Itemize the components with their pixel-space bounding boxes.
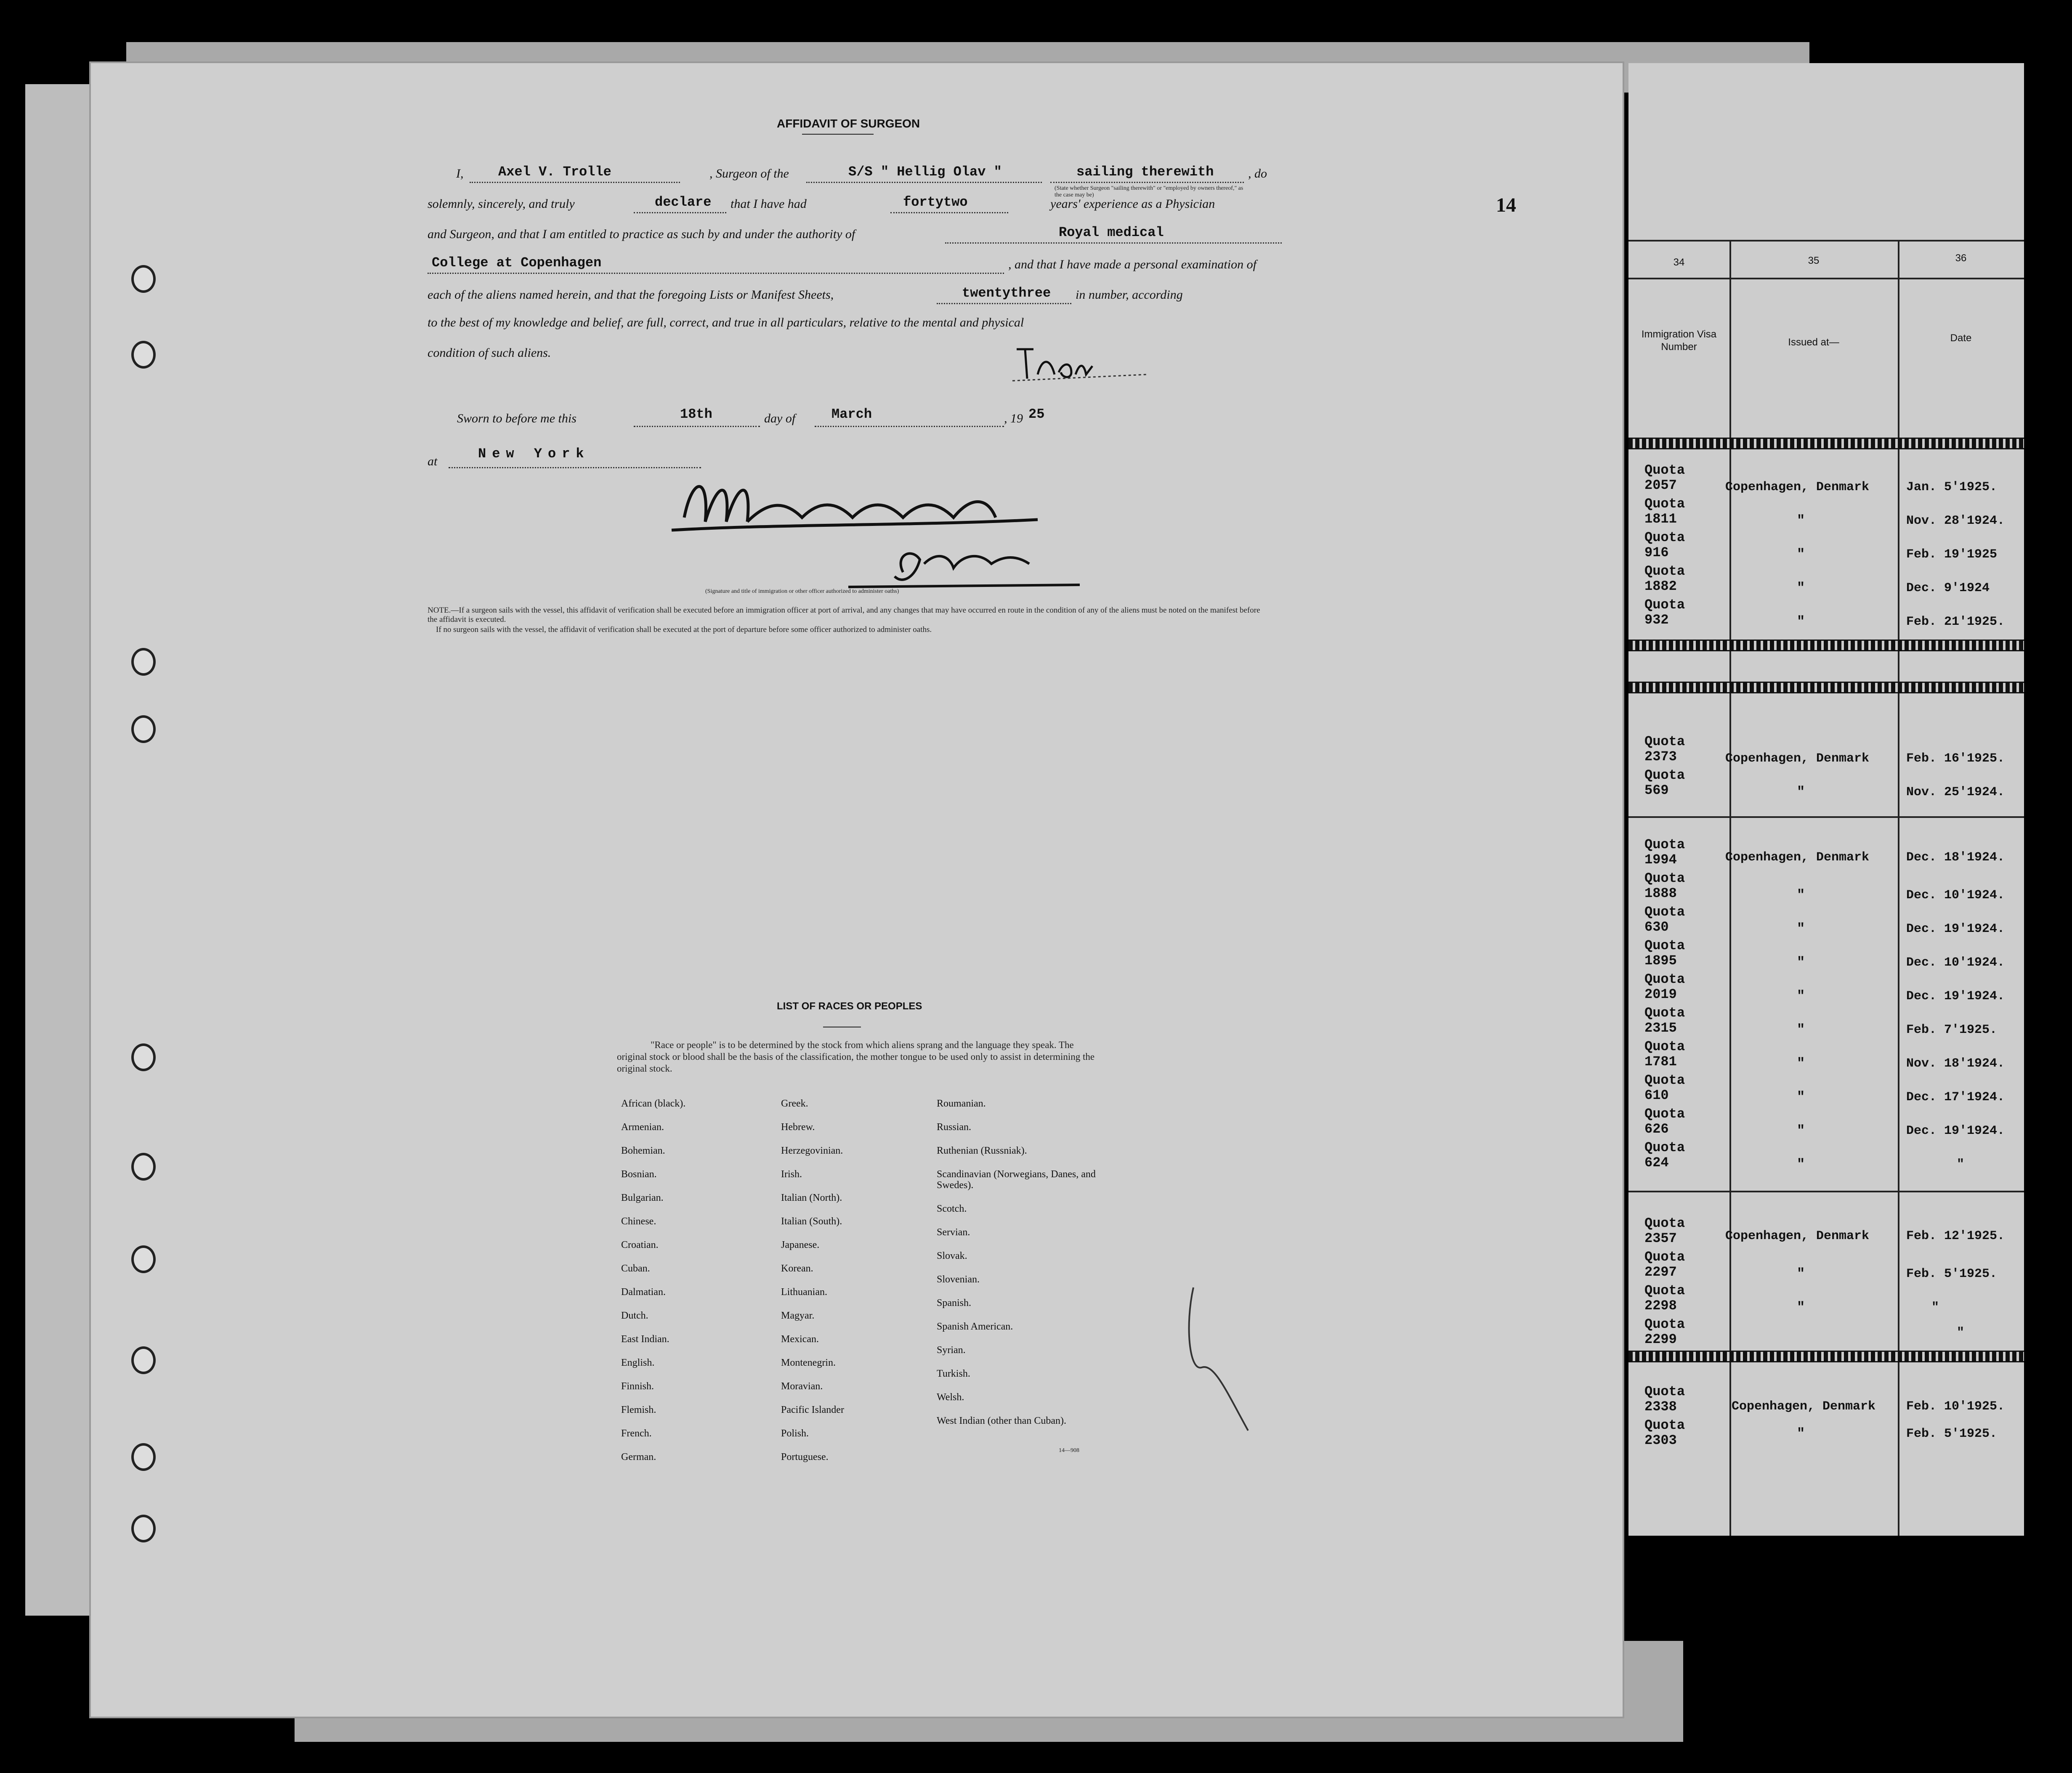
visa-date: Dec. 9'1924 bbox=[1906, 581, 1990, 595]
issued-at: " bbox=[1797, 1022, 1805, 1038]
race-item: Turkish. bbox=[937, 1368, 970, 1379]
issued-at: " bbox=[1797, 1089, 1805, 1105]
knowledge-label: to the best of my knowledge and belief, are full, correct, and true in all particulars, relative to the mental and physical bbox=[428, 316, 1024, 329]
visa-number: Quota 2299 bbox=[1644, 1316, 1685, 1347]
visa-number: Quota 610 bbox=[1644, 1072, 1685, 1103]
group-separator bbox=[1628, 816, 2024, 818]
sworn-label: Sworn to before me this bbox=[457, 411, 576, 425]
race-item: Greek. bbox=[781, 1098, 808, 1109]
race-item: Lithuanian. bbox=[781, 1287, 827, 1298]
affidavit-title: AFFIDAVIT OF SURGEON bbox=[777, 117, 920, 130]
visa-number: Quota 1882 bbox=[1644, 563, 1685, 594]
day-of-label: day of bbox=[764, 411, 796, 425]
group-band bbox=[1628, 438, 2024, 449]
binder-hole bbox=[131, 341, 156, 369]
visa-date: Dec. 19'1924. bbox=[1906, 989, 2005, 1003]
manifest-col-sep-1 bbox=[1729, 240, 1731, 1536]
race-item: Japanese. bbox=[781, 1240, 820, 1250]
race-item: Dutch. bbox=[621, 1310, 648, 1321]
race-item: Pacific Islander bbox=[781, 1404, 844, 1415]
at-label: at bbox=[428, 454, 438, 468]
binder-hole bbox=[131, 1043, 156, 1071]
visa-number: Quota 2298 bbox=[1644, 1283, 1685, 1314]
ship-name: S/S " Hellig Olav " bbox=[848, 164, 1002, 180]
affidavit-i-label: I, bbox=[456, 167, 464, 180]
authority-continued-line bbox=[428, 273, 1004, 274]
race-item: African (black). bbox=[621, 1098, 686, 1109]
condition-label: condition of such aliens. bbox=[428, 346, 551, 360]
race-item: Polish. bbox=[781, 1428, 809, 1439]
visa-date: Feb. 21'1925. bbox=[1906, 615, 2005, 629]
manifest-col-sep-2 bbox=[1898, 240, 1899, 1536]
foregoing-lists-label: each of the aliens named herein, and that the foregoing Lists or Manifest Sheets, bbox=[428, 288, 834, 302]
race-item: Croatian. bbox=[621, 1240, 659, 1250]
issued-at: " bbox=[1797, 547, 1805, 562]
issued-at: " bbox=[1797, 580, 1805, 596]
race-item: Italian (North). bbox=[781, 1192, 842, 1203]
visa-date: Feb. 19'1925 bbox=[1906, 547, 1998, 562]
race-item: Syrian. bbox=[937, 1345, 966, 1356]
surgeon-signature bbox=[1008, 332, 1151, 387]
document-number: 14 bbox=[1496, 194, 1516, 216]
visa-number: Quota 2019 bbox=[1644, 971, 1685, 1002]
group-band bbox=[1628, 640, 2024, 651]
issued-at: Copenhagen, Denmark bbox=[1725, 480, 1870, 494]
surgeon-of-label: , Surgeon of the bbox=[709, 167, 789, 180]
visa-date: Dec. 10'1924. bbox=[1906, 956, 2005, 970]
sworn-day-line bbox=[634, 426, 760, 427]
sworn-month-line bbox=[815, 426, 1004, 427]
visa-number: Quota 2357 bbox=[1644, 1216, 1685, 1246]
surgeon-status-line bbox=[1050, 182, 1244, 183]
col-35-number: 35 bbox=[1808, 255, 1820, 266]
sworn-day: 18th bbox=[680, 406, 712, 422]
declare-line bbox=[634, 212, 726, 213]
issued-at: Copenhagen, Denmark bbox=[1725, 1229, 1870, 1243]
race-item: Chinese. bbox=[621, 1216, 656, 1227]
issued-at: " bbox=[1797, 513, 1805, 528]
race-item: Spanish American. bbox=[937, 1321, 1013, 1332]
manifest-strip bbox=[1628, 63, 2024, 1536]
manifest-header-top bbox=[1628, 240, 2024, 242]
race-item: Herzegovinian. bbox=[781, 1145, 843, 1156]
visa-number: Quota 916 bbox=[1644, 530, 1685, 560]
issued-at: " bbox=[1797, 955, 1805, 970]
visa-date: Feb. 7'1925. bbox=[1906, 1023, 1998, 1037]
race-item: Armenian. bbox=[621, 1122, 664, 1133]
visa-date: Feb. 12'1925. bbox=[1906, 1229, 2005, 1243]
group-band bbox=[1628, 682, 2024, 693]
manifest-header-sep bbox=[1628, 278, 2024, 279]
issued-at: " bbox=[1797, 614, 1805, 629]
race-item: Servian. bbox=[937, 1227, 970, 1238]
visa-number: Quota 626 bbox=[1644, 1106, 1685, 1137]
status-note: (State whether Surgeon "sailing therewith" or "employed by owners thereof," as the case may be) bbox=[1055, 185, 1243, 198]
visa-number: Quota 932 bbox=[1644, 597, 1685, 628]
visa-number: Quota 569 bbox=[1644, 767, 1685, 798]
affidavit-page bbox=[91, 63, 1623, 1717]
visa-date: Nov. 28'1924. bbox=[1906, 514, 2005, 528]
issued-at: " bbox=[1797, 784, 1805, 800]
visa-number: Quota 630 bbox=[1644, 904, 1685, 935]
binder-hole bbox=[131, 1443, 156, 1471]
binder-hole bbox=[131, 1346, 156, 1374]
have-had-label: that I have had bbox=[731, 197, 807, 211]
race-item: Hebrew. bbox=[781, 1122, 815, 1133]
race-item: German. bbox=[621, 1452, 656, 1462]
binder-hole bbox=[131, 715, 156, 743]
visa-date: Feb. 16'1925. bbox=[1906, 751, 2005, 766]
issued-at: " bbox=[1797, 1157, 1805, 1172]
visa-number: Quota 2315 bbox=[1644, 1005, 1685, 1036]
race-item: Portuguese. bbox=[781, 1452, 829, 1462]
binder-hole bbox=[131, 648, 156, 676]
visa-number: Quota 624 bbox=[1644, 1140, 1685, 1170]
binder-hole bbox=[131, 1153, 156, 1181]
race-item: Slovenian. bbox=[937, 1274, 980, 1285]
declare-verb: declare bbox=[655, 194, 712, 210]
visa-date: Dec. 19'1924. bbox=[1906, 922, 2005, 936]
issued-at: Copenhagen, Denmark bbox=[1725, 850, 1870, 865]
race-item: Bosnian. bbox=[621, 1169, 657, 1180]
race-item: Spanish. bbox=[937, 1298, 972, 1309]
solemnly-label: solemnly, sincerely, and truly bbox=[428, 197, 575, 211]
in-number-label: in number, according bbox=[1076, 288, 1183, 302]
issued-at: Copenhagen, Denmark bbox=[1725, 751, 1870, 766]
visa-date: " bbox=[1931, 1301, 1939, 1315]
race-item: French. bbox=[621, 1428, 652, 1439]
visa-date: Jan. 5'1925. bbox=[1906, 480, 1998, 494]
visa-number: Quota 2297 bbox=[1644, 1249, 1685, 1280]
visa-date: Feb. 5'1925. bbox=[1906, 1427, 1998, 1441]
year-prefix: , 19 bbox=[1004, 411, 1023, 425]
ship-name-line bbox=[806, 182, 1042, 183]
visa-date: Dec. 19'1924. bbox=[1906, 1124, 2005, 1138]
pen-mark bbox=[1185, 1275, 1252, 1443]
visa-number: Quota 2373 bbox=[1644, 734, 1685, 764]
surgeon-status: sailing therewith bbox=[1076, 164, 1214, 180]
issued-at: " bbox=[1797, 887, 1805, 903]
race-item: Welsh. bbox=[937, 1392, 964, 1403]
race-item: Flemish. bbox=[621, 1404, 656, 1415]
race-item: English. bbox=[621, 1357, 655, 1368]
col-36-header: Date bbox=[1950, 332, 1972, 344]
race-item: Cuban. bbox=[621, 1263, 650, 1274]
race-item: Montenegrin. bbox=[781, 1357, 836, 1368]
entitled-label: and Surgeon, and that I am entitled to practice as such by and under the authority of bbox=[428, 227, 855, 241]
authority: Royal medical bbox=[1059, 225, 1164, 240]
issued-at: " bbox=[1797, 1426, 1805, 1441]
officer-signature-caption: (Signature and title of immigration or other officer authorized to administer oaths) bbox=[705, 588, 899, 595]
affidavit-note-2: If no surgeon sails with the vessel, the affidavit of verification shall be executed at the port of departure before some officer authorized to administer oaths. bbox=[436, 625, 932, 634]
visa-number: Quota 1811 bbox=[1644, 496, 1685, 527]
races-intro: "Race or people" is to be determined by the stock from which aliens sprang and the language they speak. The original stock or blood shall be the basis of the classification, the mother tongue to be used only to assist in determining the original stock. bbox=[617, 1040, 1095, 1074]
race-item: West Indian (other than Cuban). bbox=[937, 1415, 1066, 1426]
binder-hole bbox=[131, 265, 156, 293]
affidavit-title-underline bbox=[802, 134, 874, 135]
sheet-count: twentythree bbox=[962, 285, 1051, 301]
visa-date: Dec. 17'1924. bbox=[1906, 1090, 2005, 1104]
race-item: Irish. bbox=[781, 1169, 802, 1180]
year-suffix: 25 bbox=[1028, 406, 1045, 422]
col-35-header: Issued at— bbox=[1788, 337, 1839, 348]
visa-number: Quota 2338 bbox=[1644, 1384, 1685, 1415]
authority-line bbox=[945, 242, 1282, 244]
race-item: Slovak. bbox=[937, 1250, 967, 1261]
years-line bbox=[890, 212, 1008, 213]
race-item: Korean. bbox=[781, 1263, 813, 1274]
col-36-number: 36 bbox=[1955, 252, 1967, 264]
visa-date: " bbox=[1957, 1326, 1965, 1340]
visa-number: Quota 2303 bbox=[1644, 1417, 1685, 1448]
visa-date: Feb. 10'1925. bbox=[1906, 1399, 2005, 1414]
do-label: , do bbox=[1248, 167, 1267, 180]
page-edge-left bbox=[25, 84, 102, 1616]
issued-at: Copenhagen, Denmark bbox=[1732, 1399, 1876, 1414]
affidavit-note: NOTE.—If a surgeon sails with the vessel, this affidavit of verification shall be executed before an immigration officer at port of arrival, and any changes that may have occurred en route in the condition of any of the aliens must be noted on the manifest before the affidavit is executed. bbox=[428, 606, 1260, 624]
races-form-code: 14—908 bbox=[1059, 1447, 1079, 1454]
visa-number: Quota 1888 bbox=[1644, 871, 1685, 901]
sheet-count-line bbox=[937, 303, 1071, 304]
group-separator bbox=[1628, 1191, 2024, 1192]
race-item: Dalmatian. bbox=[621, 1287, 666, 1298]
race-item: East Indian. bbox=[621, 1334, 669, 1345]
visa-date: Dec. 18'1924. bbox=[1906, 850, 2005, 865]
years-physician-label: years' experience as a Physician bbox=[1050, 197, 1215, 211]
race-item: Bulgarian. bbox=[621, 1192, 664, 1203]
race-item: Scotch. bbox=[937, 1203, 967, 1214]
binder-hole bbox=[131, 1245, 156, 1273]
binder-hole bbox=[131, 1515, 156, 1542]
race-item: Ruthenian (Russniak). bbox=[937, 1145, 1027, 1156]
authority-continued: College at Copenhagen bbox=[432, 255, 602, 271]
race-item: Moravian. bbox=[781, 1381, 823, 1392]
years-experience: fortytwo bbox=[903, 194, 968, 210]
issued-at: " bbox=[1797, 1056, 1805, 1071]
sworn-place: New York bbox=[478, 446, 590, 462]
issued-at: " bbox=[1797, 988, 1805, 1004]
race-item: Italian (South). bbox=[781, 1216, 842, 1227]
col-34-header: Immigration Visa Number bbox=[1641, 329, 1717, 353]
race-item: Bohemian. bbox=[621, 1145, 665, 1156]
issued-at: " bbox=[1797, 1266, 1805, 1282]
group-band bbox=[1628, 1351, 2024, 1362]
race-item: Roumanian. bbox=[937, 1098, 986, 1109]
race-item: Russian. bbox=[937, 1122, 972, 1133]
race-item: Mexican. bbox=[781, 1334, 819, 1345]
issued-at: " bbox=[1797, 1123, 1805, 1139]
surgeon-name: Axel V. Trolle bbox=[498, 164, 611, 180]
issued-at: " bbox=[1797, 921, 1805, 937]
visa-number: Quota 1781 bbox=[1644, 1039, 1685, 1070]
visa-date: Nov. 25'1924. bbox=[1906, 785, 2005, 799]
races-title: LIST OF RACES OR PEOPLES bbox=[777, 1001, 922, 1012]
visa-date: Feb. 5'1925. bbox=[1906, 1267, 1998, 1281]
visa-number: Quota 1895 bbox=[1644, 938, 1685, 969]
race-item: Finnish. bbox=[621, 1381, 654, 1392]
sworn-month: March bbox=[831, 406, 872, 422]
visa-date: " bbox=[1957, 1157, 1965, 1172]
visa-date: Nov. 18'1924. bbox=[1906, 1056, 2005, 1071]
col-34-number: 34 bbox=[1673, 257, 1685, 268]
personal-exam-label: , and that I have made a personal examination of bbox=[1008, 257, 1256, 271]
issued-at: " bbox=[1797, 1300, 1805, 1315]
visa-number: Quota 1994 bbox=[1644, 837, 1685, 868]
race-item: Magyar. bbox=[781, 1310, 815, 1321]
surgeon-name-line bbox=[470, 182, 680, 183]
race-item: Scandinavian (Norwegians, Danes, and Swedes). bbox=[937, 1169, 1096, 1191]
visa-date: Dec. 10'1924. bbox=[1906, 888, 2005, 902]
visa-number: Quota 2057 bbox=[1644, 462, 1685, 493]
